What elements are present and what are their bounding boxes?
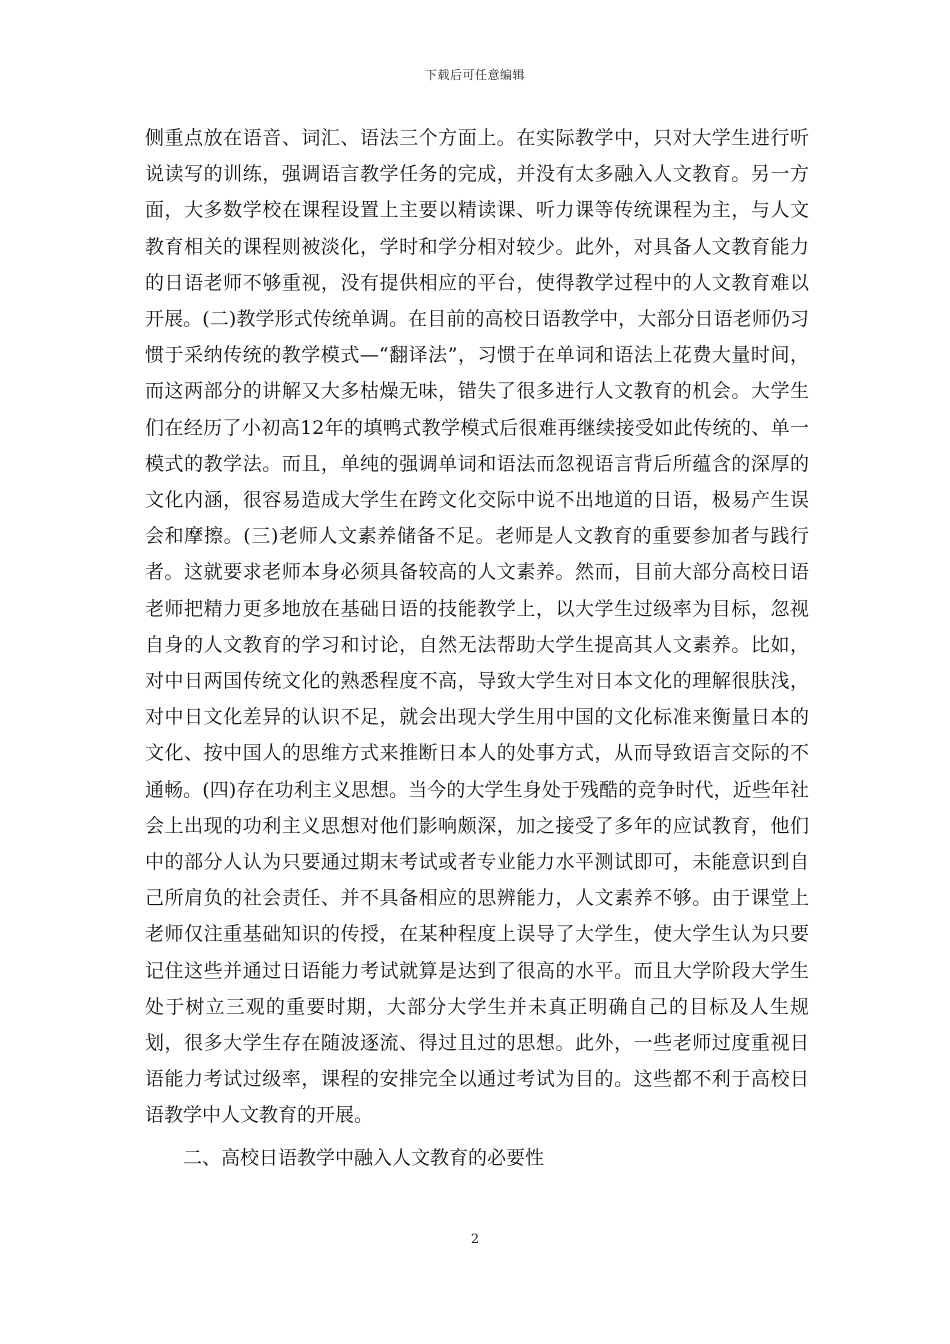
document-body (145, 120, 809, 1176)
section-heading: 二、高校日语教学中融入人文教育的必要性 (183, 1146, 545, 1169)
body-paragraph: 侧重点放在语音、词汇、语法三个方面上。在实际教学中，只对大学生进行听说读写的训练，强调语言教学任务的完成，并没有太多融入人文教育。另一方面，大多数学校在课程设置上主要以精读课、听力课等传统课程为主，与人文教育相关的课程则被淡化，学时和学分相对较少。此外，对具备人文教育能力的日语老师不够重视，没有提供相应的平台，使得教学过程中的人文教育难以开展。(二)教学形式传统单调。在目前的高校日语教学中，大部分日语老师仍习惯于采纳传统的教学模式—“翻译法”，习惯于在单词和语法上花费大量时间，而这两部分的讲解又大多枯燥无味，错失了很多进行人文教育的机会。大学生们在经历了小初高12年的填鸭式教学模式后很难再继续接受如此传统的、单一模式的教学法。而且，单纯的强调单词和语法而忽视语言背后所蕴含的深厚的文化内涵，很容易造成大学生在跨文化交际中说不出地道的日语，极易产生误会和摩擦。(三)老师人文素养储备不足。老师是人文教育的重要参加者与践行者。这就要求老师本身必须具备较高的人文素养。然而，目前大部分高校日语老师把精力更多地放在基础日语的技能教学上，以大学生过级率为目标，忽视自身的人文教育的学习和讨论，自然无法帮助大学生提高其人文素养。比如，对中日两国传统文化的熟悉程度不高，导致大学生对日本文化的理解很肤浅，对中日文化差异的认识不足，就会出现大学生用中国的文化标准来衡量日本的文化、按中国人的思维方式来推断日本人的处事方式，从而导致语言交际的不通畅。(四)存在功利主义思想。当今的大学生身处于残酷的竞争时代，近些年社会上出现的功利主义思想对他们影响颇深，加之接受了多年的应试教育，他们中的部分人认为只要通过期末考试或者专业能力水平测试即可，未能意识到自己所肩负的社会责任、并不具备相应的思辨能力，人文素养不够。由于课堂上老师仅注重基础知识的传授，在某种程度上误导了大学生，使大学生认为只要记住这些并通过日语能力考试就算是达到了很高的水平。而且大学阶段大学生处于树立三观的重要时期，大部分大学生并未真正明确自己的目标及人生规划，很多大学生存在随波逐流、得过且过的思想。此外，一些老师过度重视日语能力考试过级率，课程的安排完全以通过考试为目的。这些都不利于高校日语教学中人文教育的开展。 (145, 127, 809, 1127)
page-number: 2 (470, 1232, 480, 1247)
page-header-note: 下载后可任意编辑 (424, 68, 525, 82)
